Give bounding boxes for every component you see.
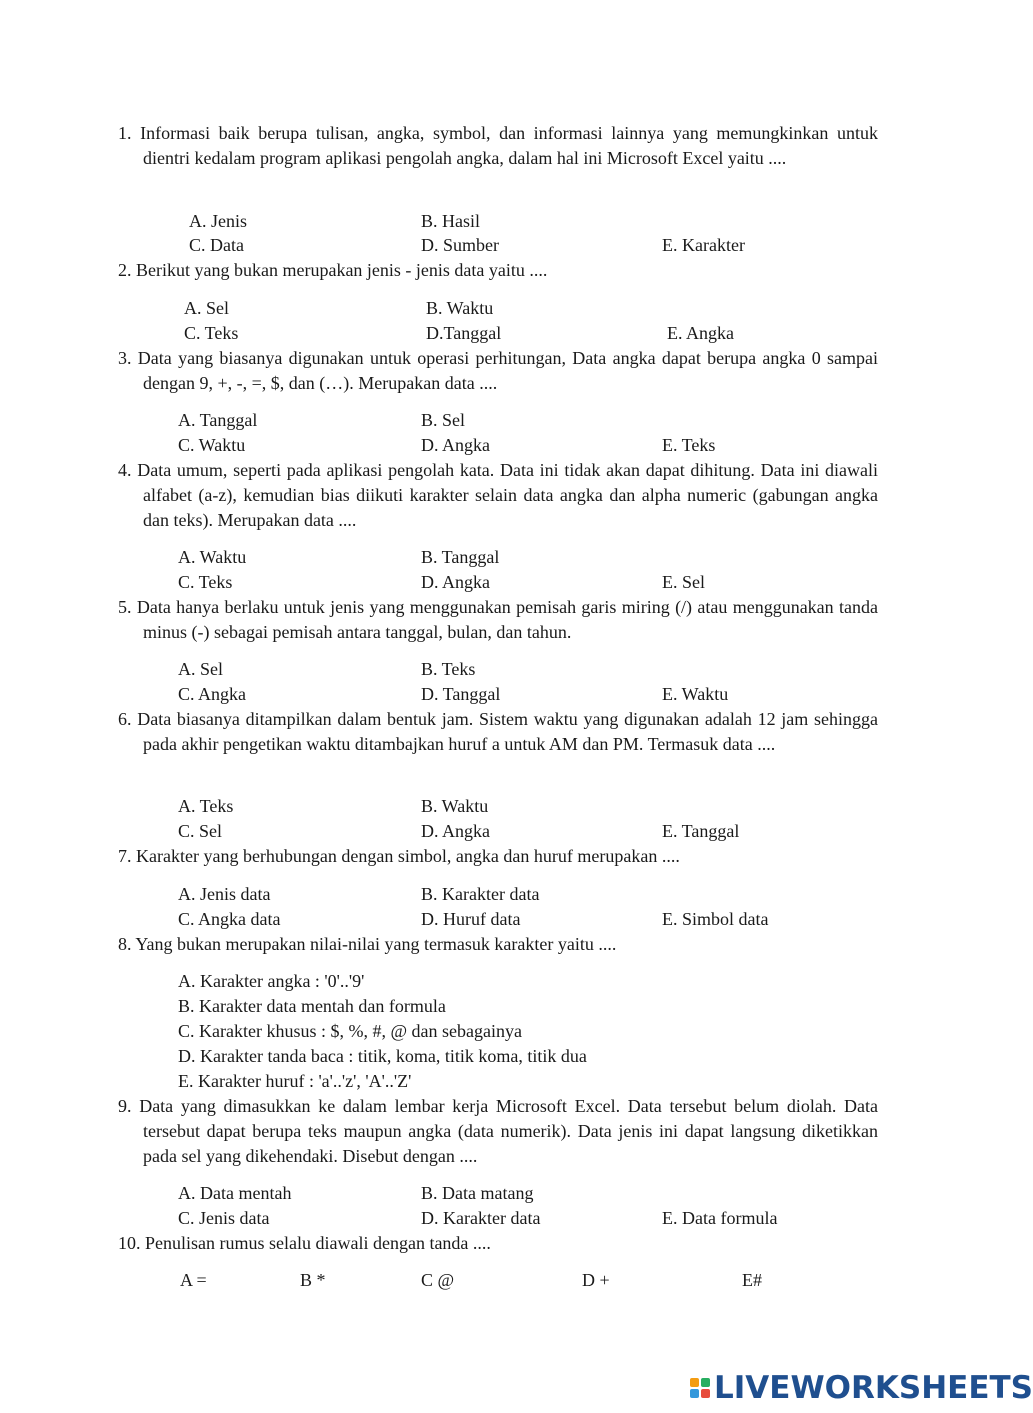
brand-name: LIVEWORKSHEETS bbox=[714, 1370, 1033, 1406]
q6-option-c[interactable]: C. Sel bbox=[178, 821, 223, 841]
question-3: 3. Data yang biasanya digunakan untuk operasi perhitungan, Data angka dapat berupa angka 0 sampai dengan 9, +, -, =, $, dan (…). Merupakan data .... bbox=[118, 348, 878, 393]
q2-option-a[interactable]: A. Sel bbox=[184, 298, 229, 318]
question-9: 9. Data yang dimasukkan ke dalam lembar kerja Microsoft Excel. Data tersebut belum diolah. Data tersebut dapat berupa teks maupun angka (data numerik). Data jenis ini dapat langsung diketikkan pada sel yang dikehendaki. Disebut dengan .... bbox=[118, 1096, 878, 1166]
q1-option-b[interactable]: B. Hasil bbox=[421, 211, 481, 231]
liveworksheets-logo-icon bbox=[690, 1378, 710, 1398]
q2-option-e[interactable]: E. Angka bbox=[667, 323, 734, 343]
q3-option-d[interactable]: D. Angka bbox=[421, 435, 490, 455]
question-2: 2. Berikut yang bukan merupakan jenis - jenis data yaitu .... bbox=[118, 260, 548, 280]
q2-option-b[interactable]: B. Waktu bbox=[426, 298, 494, 318]
question-6: 6. Data biasanya ditampilkan dalam bentuk jam. Sistem waktu yang digunakan adalah 12 jam sehingga pada akhir pengetikan waktu ditambajkan huruf a untuk AM dan PM. Termasuk data .... bbox=[118, 709, 878, 754]
liveworksheets-logo[interactable] bbox=[690, 1370, 1033, 1406]
q4-option-d[interactable]: D. Angka bbox=[421, 572, 490, 592]
q3-option-c[interactable]: C. Waktu bbox=[178, 435, 246, 455]
q5-option-e[interactable]: E. Waktu bbox=[662, 684, 729, 704]
q10-option-a[interactable]: A = bbox=[180, 1270, 207, 1290]
q5-option-c[interactable]: C. Angka bbox=[178, 684, 247, 704]
q1-option-e[interactable]: E. Karakter bbox=[662, 235, 745, 255]
q6-option-a[interactable]: A. Teks bbox=[178, 796, 234, 816]
q3-option-e[interactable]: E. Teks bbox=[662, 435, 716, 455]
q1-option-c[interactable]: C. Data bbox=[189, 235, 244, 255]
q8-option-b[interactable]: B. Karakter data mentah dan formula bbox=[178, 996, 446, 1016]
question-8: 8. Yang bukan merupakan nilai-nilai yang termasuk karakter yaitu .... bbox=[118, 934, 617, 954]
q8-option-a[interactable]: A. Karakter angka : '0'..'9' bbox=[178, 971, 365, 991]
question-5: 5. Data hanya berlaku untuk jenis yang menggunakan pemisah garis miring (/) atau menggunakan tanda minus (-) sebagai pemisah antara tanggal, bulan, dan tahun. bbox=[118, 597, 878, 642]
q4-option-a[interactable]: A. Waktu bbox=[178, 547, 247, 567]
q7-option-a[interactable]: A. Jenis data bbox=[178, 884, 271, 904]
q7-option-b[interactable]: B. Karakter data bbox=[421, 884, 540, 904]
q8-option-e[interactable]: E. Karakter huruf : 'a'..'z', 'A'..'Z' bbox=[178, 1071, 412, 1091]
question-7: 7. Karakter yang berhubungan dengan simbol, angka dan huruf merupakan .... bbox=[118, 846, 680, 866]
q5-option-d[interactable]: D. Tanggal bbox=[421, 684, 501, 704]
question-1: 1. Informasi baik berupa tulisan, angka, symbol, dan informasi lainnya yang memungkinkan untuk dientri kedalam program aplikasi pengolah angka, dalam hal ini Microsoft Excel yaitu .... bbox=[118, 123, 878, 168]
q1-option-a[interactable]: A. Jenis bbox=[189, 211, 247, 231]
q1-option-d[interactable]: D. Sumber bbox=[421, 235, 499, 255]
q6-option-b[interactable]: B. Waktu bbox=[421, 796, 489, 816]
q4-option-c[interactable]: C. Teks bbox=[178, 572, 233, 592]
q10-option-d[interactable]: D + bbox=[582, 1270, 610, 1290]
q7-option-d[interactable]: D. Huruf data bbox=[421, 909, 521, 929]
q9-option-a[interactable]: A. Data mentah bbox=[178, 1183, 292, 1203]
q4-option-b[interactable]: B. Tanggal bbox=[421, 547, 500, 567]
q2-option-c[interactable]: C. Teks bbox=[184, 323, 239, 343]
q9-option-b[interactable]: B. Data matang bbox=[421, 1183, 534, 1203]
q6-option-d[interactable]: D. Angka bbox=[421, 821, 490, 841]
q9-option-c[interactable]: C. Jenis data bbox=[178, 1208, 270, 1228]
q6-option-e[interactable]: E. Tanggal bbox=[662, 821, 740, 841]
q9-option-e[interactable]: E. Data formula bbox=[662, 1208, 778, 1228]
q3-option-b[interactable]: B. Sel bbox=[421, 410, 466, 430]
q5-option-a[interactable]: A. Sel bbox=[178, 659, 223, 679]
q7-option-e[interactable]: E. Simbol data bbox=[662, 909, 769, 929]
q10-option-e[interactable]: E# bbox=[742, 1270, 762, 1290]
q10-option-b[interactable]: B * bbox=[300, 1270, 326, 1290]
question-10: 10. Penulisan rumus selalu diawali dengan tanda .... bbox=[118, 1233, 491, 1253]
q2-option-d[interactable]: D.Tanggal bbox=[426, 323, 502, 343]
q7-option-c[interactable]: C. Angka data bbox=[178, 909, 281, 929]
q8-option-c[interactable]: C. Karakter khusus : $, %, #, @ dan sebagainya bbox=[178, 1021, 522, 1041]
q8-option-d[interactable]: D. Karakter tanda baca : titik, koma, titik koma, titik dua bbox=[178, 1046, 587, 1066]
q9-option-d[interactable]: D. Karakter data bbox=[421, 1208, 541, 1228]
q5-option-b[interactable]: B. Teks bbox=[421, 659, 476, 679]
q3-option-a[interactable]: A. Tanggal bbox=[178, 410, 258, 430]
q4-option-e[interactable]: E. Sel bbox=[662, 572, 705, 592]
question-4: 4. Data umum, seperti pada aplikasi pengolah kata. Data ini tidak akan dapat dihitung. Data ini diawali alfabet (a-z), kemudian bias diikuti karakter selain data angka dan alpha numeric (gabungan angka dan teks). Merupakan data .... bbox=[118, 460, 878, 530]
q10-option-c[interactable]: C @ bbox=[421, 1270, 455, 1290]
